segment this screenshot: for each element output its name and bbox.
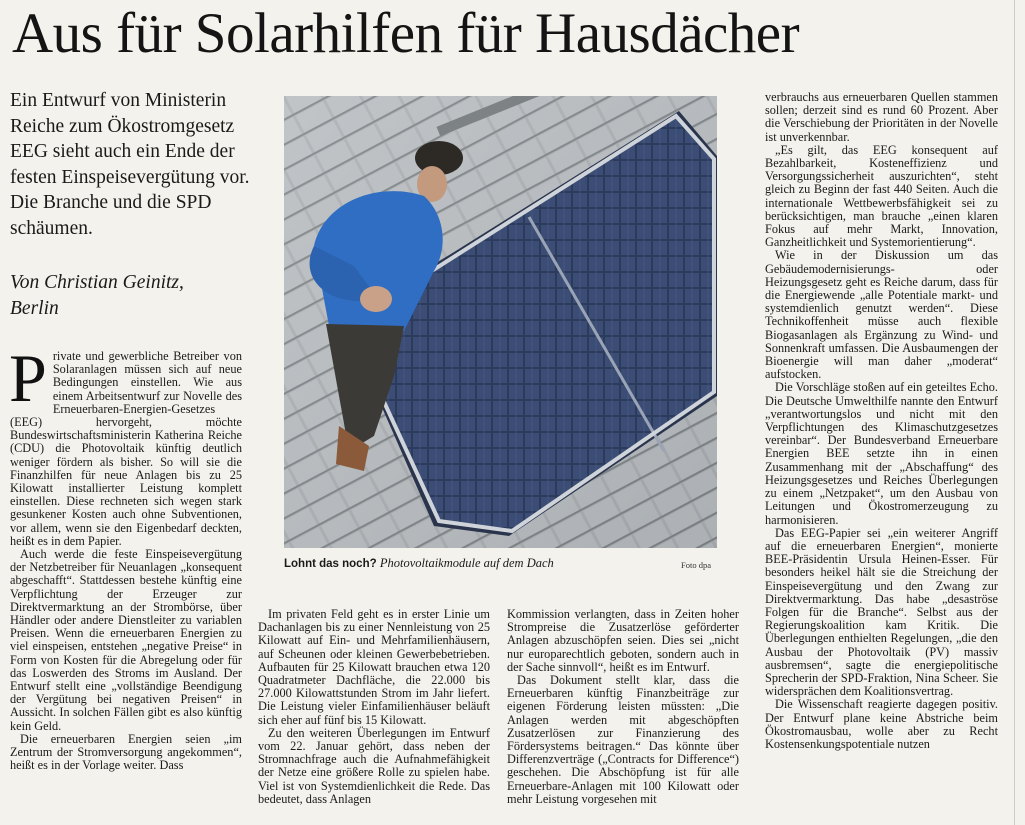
byline-location: Berlin: [10, 297, 59, 319]
paragraph: Die Vorschläge stoßen auf ein geteiltes Echo. Die Deutsche Umwelthilfe nannte den Entwurf „verantwortungslos und nicht mit den Verpflichtungen des Klimaschutzgesetzes vereinbar“. Der Bundesverband Erneuerbare Energien BEE setzte ihn in einen Zusammenhang mit der „Abschaffung“ des Heizungsgesetzes und Reiches Überlegungen zu einem „Netzpaket“, um den Ausbau von Leitungen und Ökostromerzeugung zu harmonisieren.: [765, 380, 998, 527]
solar-installer-photo: [284, 96, 717, 548]
photo: [284, 96, 717, 548]
paragraph: Das Dokument stellt klar, dass die Erneuerbaren künftig Finanzbeiträge zur eigenen Förderung leisten müssten: „Die Anlagen werden mit abgeschöpften Zusatzerlösen zur Finanzierung des Fördersystems beitragen.“ Das könnte über Differenzverträge („Contracts for Difference“) geschehen. Die Abschöpfung ist für alle Erneuerbare-Anlagen mit 100 Kilowatt oder mehr Leistung vorgesehen mit: [507, 673, 739, 806]
byline-author: Von Christian Geinitz,: [10, 272, 184, 293]
page-edge-divider: [1014, 0, 1015, 825]
deck: Ein Entwurf von Ministerin Reiche zum Ökostromgesetz EEG sieht auch ein Ende der festen Einspeisevergütung vor. Die Branche und die SPD schäumen.: [10, 90, 250, 239]
drop-cap: P: [9, 340, 47, 416]
paragraph: verbrauchs aus erneuerbaren Quellen stammen sollen; derzeit sind es rund 60 Prozent. Aber die Verschiebung der Prioritäten in der Novelle ist unverkennbar.: [765, 90, 998, 144]
photo-caption: [284, 556, 724, 571]
paragraph: „Es gilt, das EEG konsequent auf Bezahlbarkeit, Kosteneffizienz und Versorgungssicherheit auszurichten“, steht gleich zu Beginn der fast 440 Seiten. Auch die internationale Wettbewerbsfähigkeit sei zu berücksichtigen, man brauche „einen klaren Fokus auf mehr Markt, Innovation, Ganzheitlichkeit und Systemorientierung“.: [765, 142, 998, 250]
paragraph: Kommission verlangten, dass in Zeiten hoher Strompreise die Zusatzerlöse geförderter Anlagen abzuschöpfen seien. Dies sei „nicht nur europarechtlich geboten, sondern auch in der Sache sinnvoll“, heißt es im Entwurf.: [507, 607, 739, 674]
paragraph: Zu den weiteren Überlegungen im Entwurf vom 22. Januar gehört, dass neben der Stromnachfrage auch die Aufnahmefähigkeit der Netze eine größere Rolle zu spielen habe. Viel ist von Systemdienlichkeit die Rede. Das bedeutet, dass Anlagen: [258, 725, 490, 806]
headline: Aus für Solarhilfen für Hausdächer: [12, 2, 800, 65]
column-2: [258, 608, 490, 806]
paragraph: Auch werde die feste Einspeisevergütung der Netzbetreiber für Neuanlagen „konsequent abgeschafft“. Stattdessen bestehe künftig eine Verpflichtung der Erzeuger zur Direktvermarktung an der Strombörse, über Händler oder andere Dienstleiter zu variablen Preisen. Wenn die erneuerbaren Energien zu viel einspeisen, entstehen „negative Preise“ in Form von Kosten für die Abregelung oder für das Loswerden des Stroms im Ausland. Der Entwurf stellt eine „vollständige Beendigung der Vergütung bei negativen Preisen“ in Aussicht. In solchen Fällen gibt es also künftig kein Geld.: [10, 547, 242, 733]
paragraph: Die erneuerbaren Energien seien „im Zentrum der Stromversorgung angekommen“, heißt es in der Vorlage weiter. Dass: [10, 731, 242, 773]
byline: [10, 270, 260, 321]
paragraph: Wie in der Diskussion um das Gebäudemodernisierungs- oder Heizungsgesetz geht es Reiche darum, dass für die Energiewende „alle Potentiale markt- und systemdienlich genutzt werden“. Diese Technikoffenheit müsse auch flexible Biogasanlagen als Ergänzung zu Wind- und Sonnenkraft umfassen. Die Ausbaumengen der Bioenergie will man daher „moderat“ aufstocken.: [765, 248, 998, 382]
paragraph: Im privaten Feld geht es in erster Linie um Dachanlagen bis zu einer Nennleistung von 25 Kilowatt auf Ein- und Mehrfamilienhäusern, auf Scheunen oder kleinen Gewerbebetrieben. Aufbauten für 25 Kilowatt brauchen etwa 120 Quadratmeter Dachfläche, die 22.000 bis 27.000 Kilowattstunden Strom im Jahr liefert. Die Leistung vieler Einfamilienhäuser beläuft sich eher auf fünf bis 15 Kilowatt.: [258, 607, 490, 727]
paragraph: rivate und gewerbliche Betreiber von Solaranlagen müssen sich auf neue Bedingungen einstellen. Wie aus einem Arbeitsentwurf zur Novelle des Erneuerbaren-Energien-Gesetzes (EEG) hervorgeht, möchte Bundeswirtschaftsministerin Katherina Reiche (CDU) die Photovoltaik künftig deutlich weniger fördern als bisher. So will sie die Finanzhilfen für neue Anlagen bis zu 25 Kilowatt installierter Leistung komplett einstellen. Diese rechneten sich wegen stark gesunkener Kosten auch ohne Subventionen, vor allem, wenn sie den Eigenbedarf deckten, heißt es in dem Papier.: [10, 349, 242, 548]
paragraph: Das EEG-Papier sei „ein weiterer Angriff auf die erneuerbaren Energien“, monierte BEE-Präsidentin Ursula Heinen-Esser. Für besonders heikel hält sie die Streichung der Einspeisevergütung und den Zwang zur Direktvermarktung. Das habe „desaströse Folgen für die Branche“. Selbst aus der Regierungskoalition kam Kritik. Die Überlegungen enthielten Regelungen, „die den Ausbau der Photovoltaik (PV) massiv ausbremsen“, sagte die energiepolitische Sprecherin der SPD-Fraktion, Nina Scheer. Sie widersprächen dem Koalitionsvertrag.: [765, 525, 998, 699]
column-4: [765, 91, 998, 751]
column-3: [507, 608, 739, 806]
caption-italic: Photovoltaikmodule auf dem Dach: [379, 556, 554, 570]
photo-credit: Foto dpa: [681, 560, 711, 570]
caption-bold: Lohnt das noch?: [284, 558, 377, 570]
column-1: [9, 340, 242, 773]
paragraph: Die Wissenschaft reagierte dagegen positiv. Der Entwurf plane keine Abstriche beim Ökostromausbau, wolle aber zu Recht Kostensenkungspotentiale nutzen: [765, 697, 998, 751]
